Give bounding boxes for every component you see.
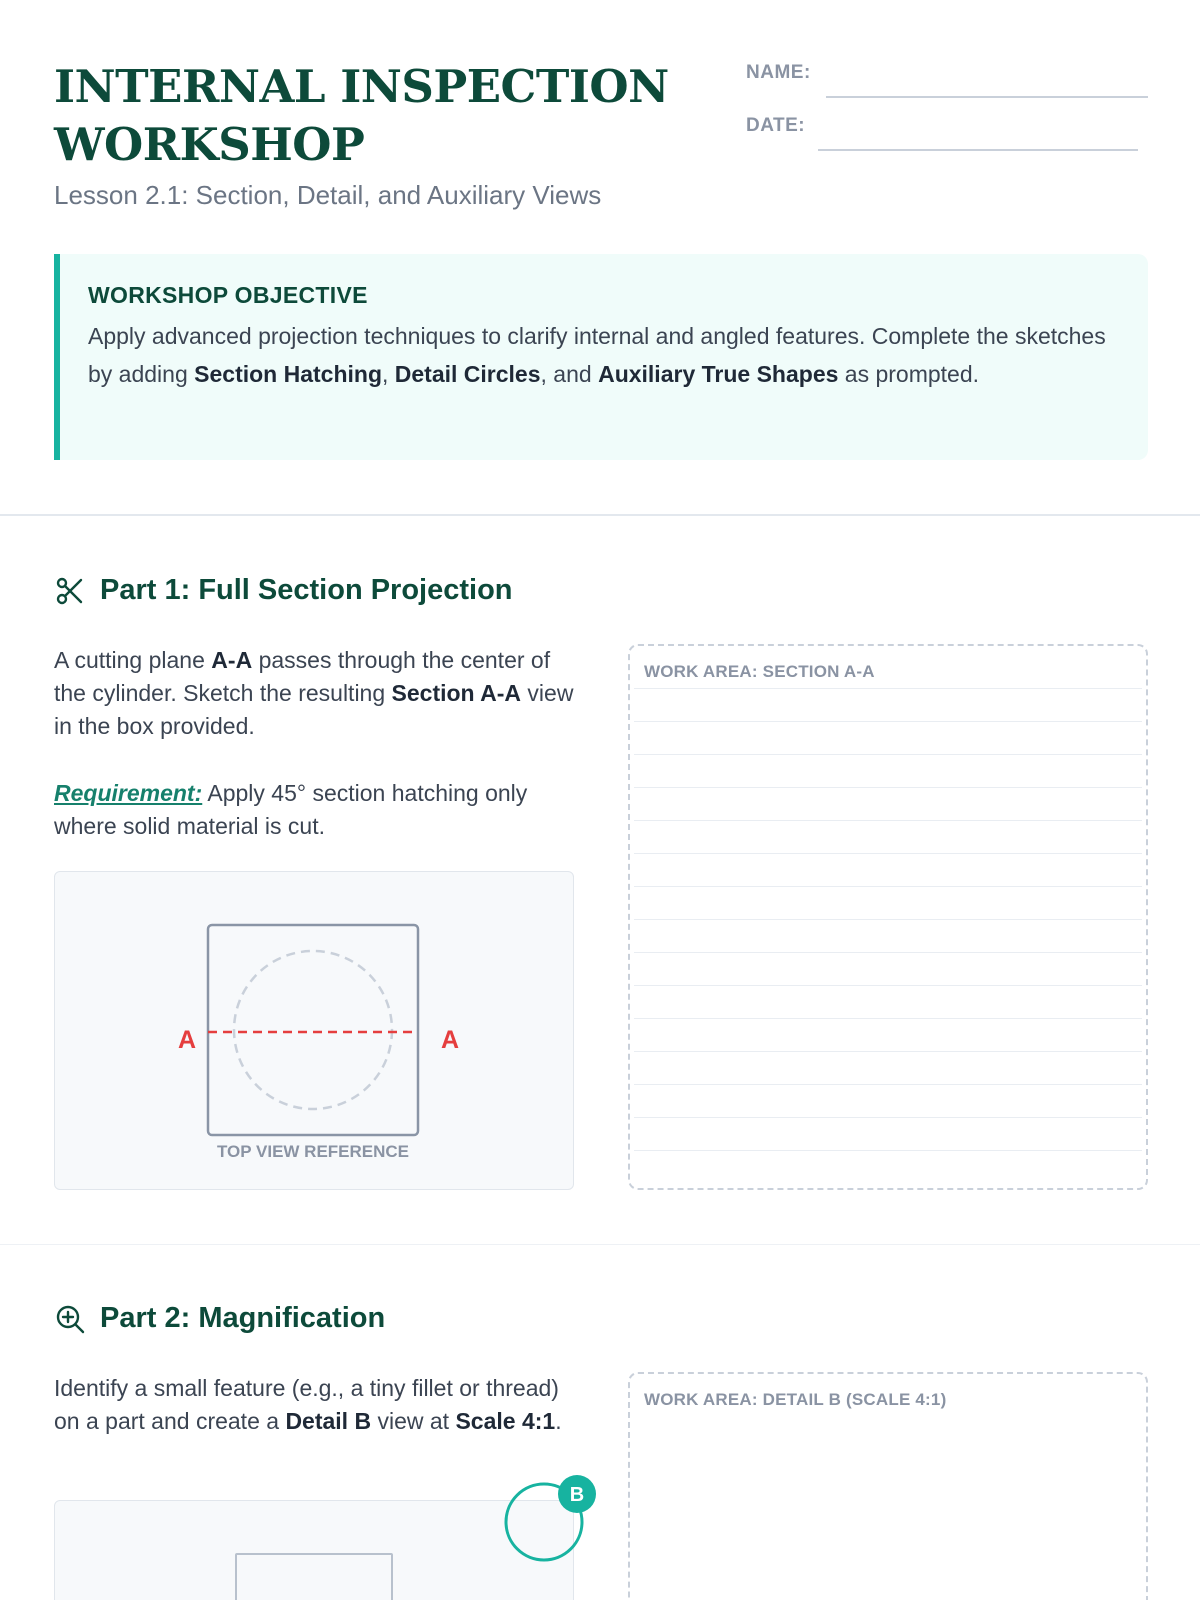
part-outline [208, 925, 418, 1135]
part1-instructions [54, 644, 574, 743]
date-row [746, 111, 1148, 151]
part-outline [235, 1553, 393, 1600]
title-line-1: INTERNAL INSPECTION [54, 60, 669, 113]
part1-title: Part 1: Full Section Projection [100, 574, 513, 606]
name-field[interactable] [826, 96, 1148, 98]
part2-title: Part 2: Magnification [100, 1302, 386, 1334]
section-divider [0, 1244, 1200, 1245]
objective-term-auxiliary: Auxiliary True Shapes [598, 361, 839, 387]
instruction-term: Scale 4:1 [455, 1408, 556, 1434]
detail-circle-marker [500, 1470, 600, 1570]
instruction-term: Section A-A [391, 680, 522, 706]
hidden-bore [234, 951, 392, 1109]
objective-text [88, 317, 1120, 393]
instruction-term: A-A [211, 647, 253, 673]
part1-requirement [54, 777, 574, 843]
work-area-detail-b[interactable] [628, 1372, 1148, 1600]
page-title [54, 58, 694, 174]
cutting-plane-label-right: A [441, 1026, 460, 1054]
objective-text-part: , and [540, 361, 599, 387]
objective-callout [54, 254, 1148, 460]
instruction-text: view in the box provided. [54, 680, 574, 739]
objective-text-part: Apply advanced projection techniques to clarify internal and angled features. Complete the sketches by adding [88, 323, 1106, 387]
instruction-text: passes through the center of the cylinder. Sketch the resulting [54, 647, 551, 706]
name-row [746, 58, 1148, 98]
cutting-plane-label-left: A [178, 1026, 197, 1054]
top-view-reference [54, 871, 574, 1190]
top-view-drawing [55, 872, 573, 1189]
part2-heading [54, 1302, 385, 1335]
instruction-text: view at [371, 1408, 456, 1434]
name-label: NAME: [746, 62, 811, 83]
reference-caption: TOP VIEW REFERENCE [216, 1142, 410, 1161]
part2-instructions [54, 1372, 584, 1438]
instruction-text: A cutting plane [54, 647, 212, 673]
requirement-text: Apply 45° section hatching only where solid material is cut. [54, 780, 528, 839]
title-line-2: WORKSHOP [54, 118, 365, 171]
part1-heading [54, 574, 513, 607]
page-subtitle: Lesson 2.1: Section, Detail, and Auxiliary Views [54, 180, 602, 210]
date-field[interactable] [818, 149, 1138, 151]
instruction-term: Detail B [285, 1408, 372, 1434]
detail-badge-label: B [569, 1484, 585, 1506]
objective-text-part: , [382, 361, 395, 387]
date-label: DATE: [746, 115, 806, 136]
zoom-in-icon [54, 1303, 86, 1335]
instruction-text: Identify a small feature (e.g., a tiny fillet or thread) on a part and create a [54, 1375, 559, 1434]
ruled-lines [634, 688, 1142, 1158]
instruction-text: . [555, 1408, 562, 1434]
objective-title: WORKSHOP OBJECTIVE [88, 282, 368, 308]
work-area-label: WORK AREA: SECTION A-A [644, 662, 875, 681]
work-area-label: WORK AREA: DETAIL B (SCALE 4:1) [644, 1390, 947, 1409]
scissors-icon [54, 575, 86, 607]
detail-reference [54, 1500, 574, 1600]
work-area-section-a-a[interactable] [628, 644, 1148, 1190]
objective-text-part: as prompted. [838, 361, 980, 387]
section-divider [0, 514, 1200, 516]
requirement-label: Requirement: [54, 780, 203, 806]
objective-term-detail: Detail Circles [394, 361, 541, 387]
objective-term-hatching: Section Hatching [194, 361, 382, 387]
